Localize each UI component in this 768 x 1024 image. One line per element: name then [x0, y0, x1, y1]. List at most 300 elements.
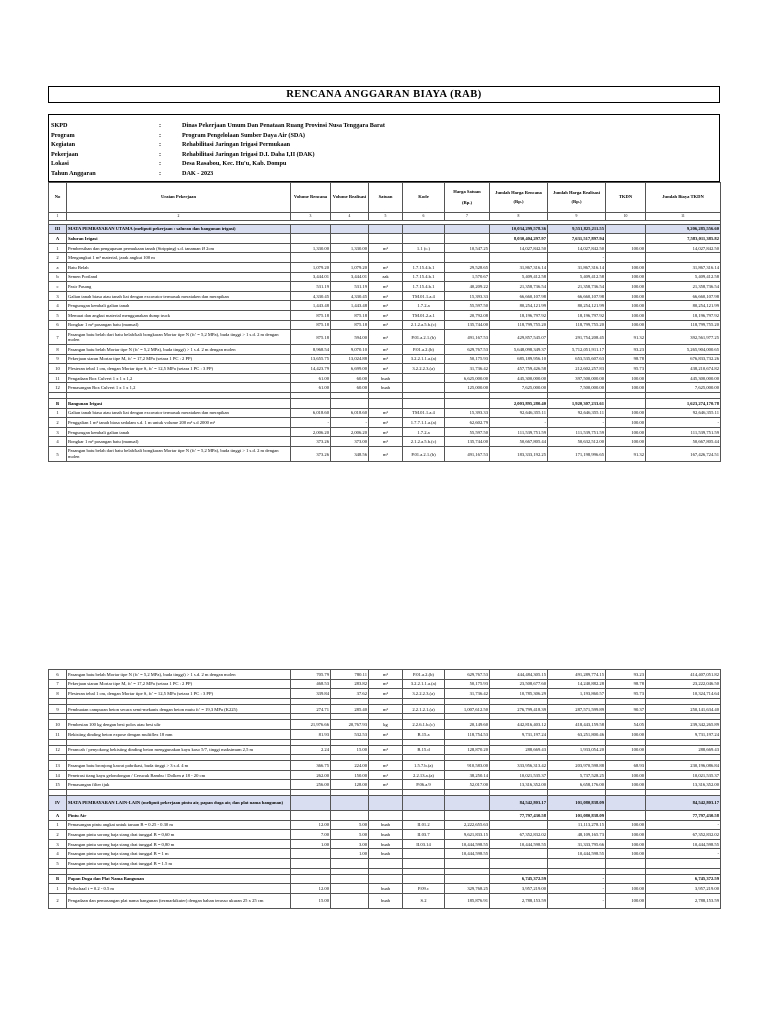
item-row	[49, 291, 721, 301]
cell-no: IV	[49, 795, 67, 810]
cell-volume-realisasi: 875.18	[331, 320, 369, 330]
cell-harga-satuan: 10,444,598.55	[445, 839, 490, 849]
cell-no: III	[49, 224, 67, 234]
cell-satuan: m³	[369, 282, 403, 292]
info-row	[51, 150, 717, 160]
cell-tkdn: 100.00	[606, 262, 646, 272]
info-label: SKPD	[51, 122, 68, 129]
cell-harga-satuan: 55,597.50	[445, 427, 490, 437]
section-row	[49, 224, 721, 234]
cell-jumlah-tkdn: 80,254,121.99	[646, 301, 721, 311]
cell-satuan: buah	[369, 849, 403, 859]
cell-jumlah-realisasi: -	[548, 253, 606, 263]
cell-kode: B.15.a	[403, 729, 445, 739]
cell-kode: P.01.a.2.(b)	[403, 670, 445, 680]
cell-harga-satuan: 118,754.53	[445, 729, 490, 739]
cell-harga-satuan: 29,528.65	[445, 262, 490, 272]
cell-no: 10	[49, 720, 67, 730]
cell-jumlah-realisasi: 14,240,882.28	[548, 679, 606, 689]
cell-tkdn	[606, 858, 646, 868]
cell-jumlah-rencana: 118,799,755.20	[490, 320, 548, 330]
cell-volume-realisasi: 5.00	[331, 820, 369, 830]
item-row	[49, 364, 721, 374]
cell-jumlah-rencana: 276,799,418.39	[490, 704, 548, 714]
col-header-satuan: Satuan	[369, 182, 403, 212]
cell-tkdn: 100.00	[606, 282, 646, 292]
cell-satuan: buah	[369, 893, 403, 908]
info-label: Pekerjaan	[51, 150, 79, 158]
info-colon: :	[159, 160, 162, 168]
cell-uraian: Plesteran tebal 1 cm, dengan Mortar tipe S, fc' = 12,5 MPa (setara 1 PC : 3 PP)	[67, 689, 291, 699]
cell-kode	[403, 383, 445, 393]
cell-satuan	[369, 234, 403, 244]
col-header-no: No	[49, 182, 67, 212]
subsection-row	[49, 810, 721, 820]
cell-volume-rencana	[291, 858, 331, 868]
cell-uraian: Pasangan pintu sorong baja stang drat tunggal B = 0,80 m	[67, 839, 291, 849]
column-number: 11	[646, 212, 721, 220]
column-number: 9	[548, 212, 606, 220]
cell-jumlah-realisasi: 11,113,278.15	[548, 820, 606, 830]
cell-jumlah-realisasi: 92,646,355.11	[548, 408, 606, 418]
cell-jumlah-realisasi: 1,193,860.57	[548, 689, 606, 699]
cell-satuan: buah	[369, 373, 403, 383]
cell-no: 1	[49, 884, 67, 894]
cell-jumlah-realisasi: 5,409,412.58	[548, 272, 606, 282]
cell-no: 7	[49, 679, 67, 689]
cell-jumlah-tkdn: 21,358,736.54	[646, 282, 721, 292]
cell-no: B	[49, 874, 67, 884]
cell-jumlah-realisasi: 287,571,599.89	[548, 704, 606, 714]
cell-volume-realisasi: 6,018.60	[331, 408, 369, 418]
cell-volume-rencana: 21,976.66	[291, 720, 331, 730]
cell-jumlah-tkdn: 414,407,051.82	[646, 670, 721, 680]
cell-tkdn: 90.37	[606, 704, 646, 714]
cell-jumlah-rencana: 8,030,404,297.97	[490, 234, 548, 244]
cell-jumlah-tkdn: 167,426,724.51	[646, 447, 721, 462]
cell-jumlah-realisasi: 118,799,755.20	[548, 320, 606, 330]
cell-jumlah-tkdn: 92,646,355.11	[646, 408, 721, 418]
item-row	[49, 670, 721, 680]
cell-harga-satuan: 9,621,833.15	[445, 830, 490, 840]
cell-volume-realisasi: 128.00	[331, 780, 369, 790]
cell-volume-rencana: 6,018.60	[291, 408, 331, 418]
cell-kode	[403, 373, 445, 383]
cell-harga-satuan: 52,017.00	[445, 780, 490, 790]
cell-volume-rencana: 7.00	[291, 830, 331, 840]
cell-volume-rencana: 81.93	[291, 729, 331, 739]
cell-jumlah-tkdn: 13,316,352.00	[646, 780, 721, 790]
cell-uraian: Galian tanah biasa atau tanah liat dengan excavator termasuk merataken dan merapikan	[67, 291, 291, 301]
info-label: Kegiatan	[51, 141, 76, 149]
cell-volume-rencana: 12.00	[291, 820, 331, 830]
cell-jumlah-tkdn: 230,196,086.84	[646, 761, 721, 771]
cell-jumlah-rencana: 3,957,219.00	[490, 884, 548, 894]
cell-jumlah-rencana	[490, 820, 548, 830]
cell-volume-rencana: 4,330.45	[291, 291, 331, 301]
cell-harga-satuan: 1,007,612.50	[445, 704, 490, 714]
cell-satuan	[369, 224, 403, 234]
cell-tkdn: 100.00	[606, 745, 646, 755]
cell-no: c	[49, 282, 67, 292]
item-row	[49, 320, 721, 330]
cell-jumlah-rencana: 80,254,121.99	[490, 301, 548, 311]
cell-satuan: m³	[369, 262, 403, 272]
cell-satuan: m²	[369, 780, 403, 790]
cell-jumlah-tkdn: 23,222,046.50	[646, 679, 721, 689]
cell-volume-rencana: 61.00	[291, 373, 331, 383]
cell-jumlah-rencana: 23,508,677.60	[490, 679, 548, 689]
cell-satuan: m³	[369, 291, 403, 301]
cell-satuan: m³	[369, 447, 403, 462]
cell-no: B	[49, 399, 67, 409]
cell-jumlah-tkdn: 66,660,107.98	[646, 291, 721, 301]
cell-kode	[403, 849, 445, 859]
cell-tkdn	[606, 874, 646, 884]
cell-jumlah-rencana: 84,542,803.17	[490, 795, 548, 810]
cell-volume-realisasi	[331, 874, 369, 884]
item-row	[49, 427, 721, 437]
cell-jumlah-rencana: 429,857,545.07	[490, 330, 548, 345]
cell-satuan: m³	[369, 320, 403, 330]
cell-uraian: Semen Portland	[67, 272, 291, 282]
cell-volume-rencana: 373.26	[291, 437, 331, 447]
cell-volume-realisasi: 531.19	[331, 282, 369, 292]
cell-harga-satuan: 135,744.00	[445, 437, 490, 447]
cell-tkdn: 100.00	[606, 770, 646, 780]
cell-tkdn: 100.00	[606, 408, 646, 418]
cell-tkdn: 100.00	[606, 427, 646, 437]
cell-satuan: m²	[369, 745, 403, 755]
cell-satuan	[369, 399, 403, 409]
cell-jumlah-rencana: 14,027,842.50	[490, 243, 548, 253]
cell-satuan: m³	[369, 330, 403, 345]
cell-satuan: m¹	[369, 770, 403, 780]
item-row	[49, 418, 721, 428]
cell-no: a	[49, 262, 67, 272]
cell-tkdn: 100.00	[606, 301, 646, 311]
cell-volume-rencana: 2.24	[291, 745, 331, 755]
cell-harga-satuan: 15,393.33	[445, 291, 490, 301]
cell-kode	[403, 795, 445, 810]
cell-jumlah-rencana: 111,539,751.59	[490, 427, 548, 437]
cell-tkdn: 95.73	[606, 364, 646, 374]
cell-uraian: Pengadaan dan pemasangan plat nama bangunan (tezmarkikuter) dengan bahan terasso ukuran 25 x 25 cm	[67, 893, 291, 908]
cell-jumlah-realisasi: 63,251,800.46	[548, 729, 606, 739]
cell-volume-realisasi: 1,079.20	[331, 262, 369, 272]
cell-harga-satuan: 1,570.67	[445, 272, 490, 282]
cell-jumlah-tkdn: 6,745,372.59	[646, 874, 721, 884]
cell-harga-satuan: 329,768.25	[445, 884, 490, 894]
cell-uraian: Penggalian 1 m³ tanah biasa sedalam s.d. 1 m untuk volume 200 m³ s.d 2000 m³	[67, 418, 291, 428]
cell-jumlah-realisasi: 50,632,512.00	[548, 437, 606, 447]
cell-jumlah-tkdn: 288,669.43	[646, 745, 721, 755]
cell-jumlah-tkdn: 31,867,316.14	[646, 262, 721, 272]
item-row	[49, 345, 721, 355]
cell-satuan: m²	[369, 354, 403, 364]
cell-jumlah-realisasi: 491,289,774.15	[548, 670, 606, 680]
cell-uraian: Pembersihan dan pengupasan permukaan tanah (Stripping) s.d. tanaman Ø 2cm	[67, 243, 291, 253]
cell-jumlah-rencana: 67,352,832.02	[490, 830, 548, 840]
cell-kode: 1.7.15.4.b.1	[403, 282, 445, 292]
cell-kode: 1.7.2.a	[403, 301, 445, 311]
cell-volume-realisasi: 1.00	[331, 849, 369, 859]
item-row	[49, 330, 721, 345]
item-row	[49, 720, 721, 730]
cell-harga-satuan: 20,792.08	[445, 310, 490, 320]
cell-no: 2	[49, 418, 67, 428]
info-row	[51, 131, 717, 141]
cell-kode: 2.1.2.a.5.b.(c)	[403, 437, 445, 447]
cell-jumlah-rencana: 21,358,736.54	[490, 282, 548, 292]
subsection-row	[49, 234, 721, 244]
cell-harga-satuan: 629,767.53	[445, 670, 490, 680]
cell-uraian: Penetrasi tiang kayu gelondongan / Cerucuk Bambu / Dolken ø 18 - 20 cm	[67, 770, 291, 780]
cell-no: 14	[49, 770, 67, 780]
cell-tkdn: 100.00	[606, 849, 646, 859]
cell-jumlah-tkdn: 392,561,977.25	[646, 330, 721, 345]
item-row	[49, 689, 721, 699]
cell-jumlah-realisasi: 48,109,165.73	[548, 830, 606, 840]
cell-jumlah-realisasi: 101,080,838.09	[548, 810, 606, 820]
cell-harga-satuan: 15,393.33	[445, 408, 490, 418]
cell-jumlah-rencana: 2,788,153.59	[490, 893, 548, 908]
column-number: 5	[369, 212, 403, 220]
cell-uraian: Pengurugan kembali galian tanah	[67, 427, 291, 437]
col-header-kode: Kode	[403, 182, 445, 212]
cell-uraian: Pembesian 100 kg dengan besi polos atau besi ulir	[67, 720, 291, 730]
cell-jumlah-realisasi: 10,444,598.55	[548, 849, 606, 859]
cell-volume-rencana: 373.26	[291, 447, 331, 462]
cell-no: 2	[49, 893, 67, 908]
cell-harga-satuan: 20,149.60	[445, 720, 490, 730]
cell-volume-realisasi	[331, 893, 369, 908]
cell-no: 12	[49, 745, 67, 755]
info-colon: :	[159, 169, 162, 177]
cell-no: 13	[49, 761, 67, 771]
cell-volume-realisasi: 224.00	[331, 761, 369, 771]
cell-harga-satuan	[445, 234, 490, 244]
cell-uraian: Galian tanah biasa atau tanah liat dengan excavator termasuk merataken dan merapikan	[67, 408, 291, 418]
cell-volume-realisasi: 283.82	[331, 679, 369, 689]
cell-uraian: Pekerjaan siaran Mortar tipe M, fc' = 17,2 MPa (setara 1 PC : 2 PP)	[67, 354, 291, 364]
cell-uraian: MATA PEMBAYARAN UTAMA (meliputi pekerjaan : saluran dan bangunan irigasi)	[67, 224, 291, 234]
cell-uraian: Bangunan Irigasi	[67, 399, 291, 409]
cell-harga-satuan: 910,583.00	[445, 761, 490, 771]
cell-harga-satuan	[445, 874, 490, 884]
cell-satuan	[369, 253, 403, 263]
cell-jumlah-realisasi: 111,539,751.59	[548, 427, 606, 437]
cell-jumlah-rencana: 333,956,313.42	[490, 761, 548, 771]
cell-satuan: m³	[369, 301, 403, 311]
cell-jumlah-tkdn: -	[646, 849, 721, 859]
cell-volume-realisasi: 3.00	[331, 839, 369, 849]
cell-kode: 3.2.2.1.1.a.(a)	[403, 679, 445, 689]
cell-jumlah-realisasi: 7,631,517,897.94	[548, 234, 606, 244]
cell-harga-satuan: 185,876.91	[445, 893, 490, 908]
cell-no: 6	[49, 670, 67, 680]
item-row	[49, 354, 721, 364]
cell-jumlah-tkdn: 239,342,265.89	[646, 720, 721, 730]
cell-jumlah-rencana: 92,646,355.11	[490, 408, 548, 418]
cell-harga-satuan: 135,744.00	[445, 320, 490, 330]
cell-no: 8	[49, 345, 67, 355]
info-value: Rehabilitasi Jaringan Irigasi D.I. Daha I,II (DAK)	[182, 150, 315, 158]
cell-satuan: m²	[369, 364, 403, 374]
cell-uraian: Plesteran tebal 1 cm, dengan Mortar tipe S, fc' = 12,5 MPa (setara 1 PC : 3 PP)	[67, 364, 291, 374]
cell-uraian: Pintu Air	[67, 810, 291, 820]
cell-jumlah-rencana: 183,333,192.25	[490, 447, 548, 462]
cell-jumlah-tkdn: 5,265,904,000.65	[646, 345, 721, 355]
cell-jumlah-rencana: 7,625,000.00	[490, 383, 548, 393]
cell-no: 9	[49, 704, 67, 714]
cell-tkdn: 100.00	[606, 383, 646, 393]
cell-jumlah-rencana: 2,003,895,280.40	[490, 399, 548, 409]
cell-no: 5	[49, 447, 67, 462]
cell-satuan	[369, 795, 403, 810]
item-row	[49, 761, 721, 771]
cell-volume-rencana: 15.00	[291, 893, 331, 908]
info-colon: :	[159, 141, 162, 149]
item-row	[49, 301, 721, 311]
cell-jumlah-realisasi: -	[548, 884, 606, 894]
cell-jumlah-rencana: 18,196,797.92	[490, 310, 548, 320]
cell-jumlah-realisasi: 418,443,159.58	[548, 720, 606, 730]
cell-volume-realisasi	[331, 810, 369, 820]
cell-volume-realisasi: 373.00	[331, 437, 369, 447]
cell-jumlah-realisasi: 653,535,607.63	[548, 354, 606, 364]
cell-uraian: Perancah / penyokong bekisting dinding beton menggunakan kayu kaso 5/7, tinggi maksimum 2,5 m	[67, 745, 291, 755]
cell-jumlah-tkdn: -	[646, 820, 721, 830]
cell-volume-realisasi	[331, 253, 369, 263]
cell-jumlah-tkdn: 9,731,197.24	[646, 729, 721, 739]
cell-jumlah-realisasi: 203,970,598.88	[548, 761, 606, 771]
cell-harga-satuan: 629,767.53	[445, 345, 490, 355]
cell-jumlah-rencana: 442,816,403.12	[490, 720, 548, 730]
cell-kode: 1.1 (c.)	[403, 243, 445, 253]
info-label: Lokasi	[51, 160, 69, 168]
cell-uraian: Pasangan batu belah Mortar tipe N (fc' = 5,2 MPa), buda tinggi) > 1 s.d. 2 m dengan molen	[67, 345, 291, 355]
cell-volume-rencana: 875.18	[291, 330, 331, 345]
cell-kode	[403, 874, 445, 884]
cell-volume-realisasi: 150.00	[331, 770, 369, 780]
cell-volume-rencana: 2,006.20	[291, 427, 331, 437]
cell-jumlah-realisasi: 5,737,528.25	[548, 770, 606, 780]
cell-jumlah-tkdn: 111,539,751.59	[646, 427, 721, 437]
cell-uraian: MATA PEMBAYARAN LAIN-LAIN (meliputi pekerjaan pintu air, papan duga air, dan plat nama bangunan)	[67, 795, 291, 810]
cell-uraian: Pasangan pintu sorong baja stang drat tunggal B = 0,60 m	[67, 830, 291, 840]
item-row	[49, 262, 721, 272]
cell-jumlah-tkdn: 2,788,153.59	[646, 893, 721, 908]
cell-jumlah-rencana: 288,669.43	[490, 745, 548, 755]
cell-kode: 2.2.1.2.1.(a)	[403, 704, 445, 714]
cell-volume-rencana: 1.00	[291, 839, 331, 849]
cell-jumlah-tkdn: 250,141,634.40	[646, 704, 721, 714]
cell-volume-realisasi: 2,006.20	[331, 427, 369, 437]
cell-uraian: Pekerjaan siaran Mortar tipe M, fc' = 17,2 MPa (setara 1 PC : 2 PP)	[67, 679, 291, 689]
cell-jumlah-tkdn: 10,444,598.55	[646, 839, 721, 849]
cell-jumlah-realisasi: 1,933,054.20	[548, 745, 606, 755]
cell-jumlah-realisasi: 31,867,316.14	[548, 262, 606, 272]
cell-jumlah-realisasi: 31,333,795.66	[548, 839, 606, 849]
cell-harga-satuan	[445, 810, 490, 820]
cell-kode: 3.2.2.2.3.(a)	[403, 689, 445, 699]
cell-jumlah-rencana	[490, 858, 548, 868]
cell-no: 3	[49, 291, 67, 301]
cell-uraian: Memuat dan angkut material menggunakan dump truck	[67, 310, 291, 320]
info-row	[51, 169, 717, 179]
cell-volume-rencana: 531.19	[291, 282, 331, 292]
cell-jumlah-tkdn: 84,542,803.17	[646, 795, 721, 810]
item-row	[49, 383, 721, 393]
cell-jumlah-rencana: 10,034,299,578.36	[490, 224, 548, 234]
cell-volume-rencana: 262.00	[291, 770, 331, 780]
cell-no: A	[49, 234, 67, 244]
column-number: 3	[291, 212, 331, 220]
cell-volume-realisasi: 5.00	[331, 830, 369, 840]
cell-jumlah-realisasi: -	[548, 893, 606, 908]
cell-volume-rencana: 705.79	[291, 670, 331, 680]
cell-no: 7	[49, 330, 67, 345]
cell-kode: 1.7.2.a	[403, 427, 445, 437]
cell-uraian: Pasangan batu belah dari batu belah/kali bongkaran Mortar tipe N (fc' = 5,2 MPa), buda tinggi > 1 s.d. 2 m dengan molen	[67, 330, 291, 345]
cell-volume-realisasi: 4,330.45	[331, 291, 369, 301]
cell-volume-realisasi	[331, 795, 369, 810]
cell-jumlah-rencana: 31,867,316.14	[490, 262, 548, 272]
item-row	[49, 373, 721, 383]
cell-jumlah-rencana: 444,484,305.15	[490, 670, 548, 680]
cell-kode	[403, 399, 445, 409]
item-row	[49, 408, 721, 418]
info-colon: :	[159, 150, 162, 158]
cell-tkdn: 100.00	[606, 373, 646, 383]
cell-no: b	[49, 272, 67, 282]
cell-harga-satuan: 38,250.14	[445, 770, 490, 780]
cell-jumlah-rencana	[490, 849, 548, 859]
cell-kode: 1.7.15.4.b.1	[403, 262, 445, 272]
cell-jumlah-rencana: 5,648,098,349.37	[490, 345, 548, 355]
cell-jumlah-realisasi: -	[548, 874, 606, 884]
cell-tkdn: 100.00	[606, 243, 646, 253]
cell-volume-rencana	[291, 399, 331, 409]
cell-no: 4	[49, 849, 67, 859]
cell-uraian: Peilschaal t = 0.2 - 0.5 m	[67, 884, 291, 894]
cell-harga-satuan: 128,870.20	[445, 745, 490, 755]
cell-volume-realisasi	[331, 224, 369, 234]
cell-satuan	[369, 858, 403, 868]
cell-kode: 1.5.7.b.(a)	[403, 761, 445, 771]
cell-jumlah-realisasi: 291,754,208.45	[548, 330, 606, 345]
cell-jumlah-realisasi: 7,500,000.00	[548, 383, 606, 393]
cell-satuan: m³	[369, 418, 403, 428]
info-value: DAK - 2023	[182, 169, 214, 177]
cell-no: 15	[49, 780, 67, 790]
rab-table-part-1	[48, 182, 721, 462]
cell-kode: TM.01.2.a.1	[403, 310, 445, 320]
cell-kode: 2.1.2.a.5.b.(c)	[403, 320, 445, 330]
cell-satuan: m²	[369, 729, 403, 739]
cell-no: 1	[49, 820, 67, 830]
info-label: Program	[51, 131, 75, 139]
cell-volume-realisasi: 15.00	[331, 745, 369, 755]
cell-jumlah-tkdn	[646, 858, 721, 868]
cell-satuan: m³	[369, 704, 403, 714]
cell-no: 12	[49, 383, 67, 393]
cell-kode: II.03.7	[403, 830, 445, 840]
cell-jumlah-tkdn: 10,021,535.37	[646, 770, 721, 780]
cell-volume-rencana: 468.53	[291, 679, 331, 689]
cell-volume-rencana	[291, 224, 331, 234]
